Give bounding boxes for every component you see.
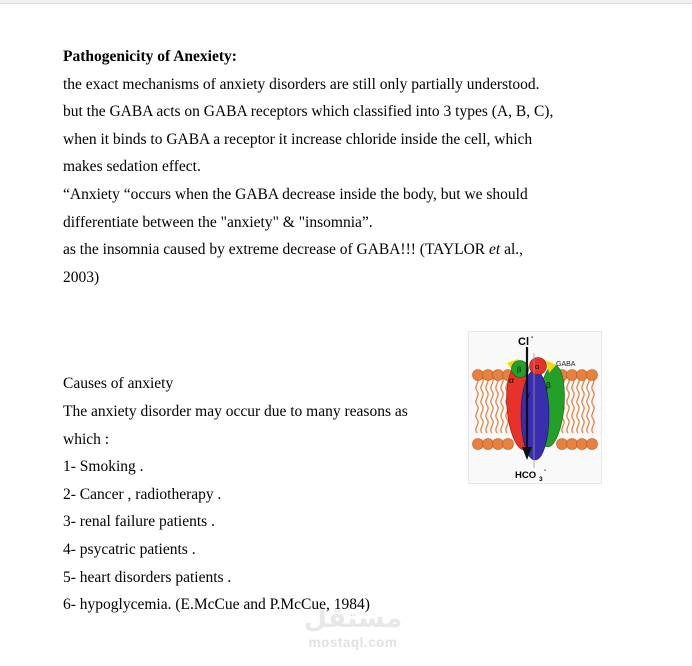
chloride-charge-label: - [531,334,534,341]
document-content [63,43,638,619]
list-item: 2- Cancer , radiotherapy . [63,485,222,503]
watermark-arabic-text: مستقل [303,603,403,634]
text-line: when it binds to GABA a receptor it increase chloride inside the cell, which [63,130,533,148]
pathogenicity-section [63,43,638,291]
bicarbonate-sub-label: 3 [539,476,543,483]
text-line: differentiate between the "anxiety" & "insomnia”. [63,213,373,231]
citation-et: et [489,241,501,259]
alpha-subunit-label: α [509,375,514,385]
citation-line [63,236,638,264]
text-line: but the GABA acts on GABA receptors which classified into 3 types (A, B, C), [63,103,554,121]
section-title: Pathogenicity of Anexiety: [63,48,237,65]
list-item: 5- heart disorders patients . [63,568,232,586]
citation-year-line: 2003) [63,268,100,286]
text-line: the exact mechanisms of anxiety disorders are still only partially understood. [63,75,540,93]
citation-suffix: al., [500,241,524,259]
citation-prefix: as the insomnia caused by extreme decrease of GABA!!! (TAYLOR [63,241,490,259]
chloride-label: Cl [518,336,529,348]
list-item: 3- renal failure patients . [63,513,215,531]
bicarbonate-label: HCO [515,470,537,481]
causes-section [63,370,483,618]
text-line: which : [63,430,110,448]
page-top-border [0,0,692,4]
text-line: The anxiety disorder may occur due to many reasons as [63,402,408,420]
list-item: 4- psycatric patients . [63,540,196,558]
text-line: makes sedation effect. [63,158,201,176]
text-line: “Anxiety “occurs when the GABA decrease inside the body, but we should [63,185,528,203]
small-beta-label: β [517,365,522,374]
gaba-label: GABA [556,361,576,368]
small-alpha-label: α [535,362,540,371]
beta-subunit-label: β [546,380,551,390]
bicarbonate-charge-label: - [544,467,547,474]
causes-title: Causes of anxiety [63,375,174,393]
gamma-subunit-label: γ [526,389,531,399]
list-item: 1- Smoking . [63,458,144,476]
list-item: 6- hypoglycemia. (E.McCue and P.McCue, 1984) [63,596,370,614]
watermark-domain-text: mostaql.com [308,634,398,650]
